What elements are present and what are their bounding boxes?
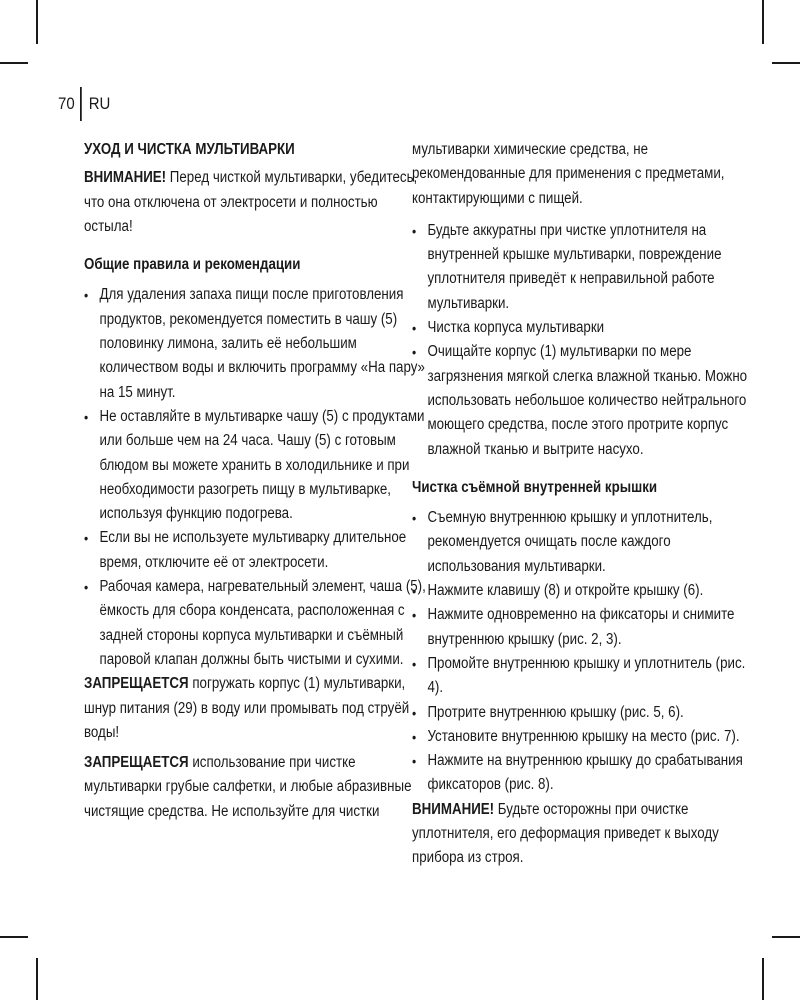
page-header bbox=[58, 86, 110, 122]
warning-text: Перед чисткой мультиварки, убедитесь, что она отключена от электросети и полностью остыла! bbox=[84, 169, 418, 235]
language-code: RU bbox=[88, 94, 111, 113]
continuation-paragraph: мультиварки химические средства, не рекомендованные для применения с предметами, контактирующими с пищей. bbox=[412, 141, 725, 207]
forbid-lead: ЗАПРЕЩАЕТСЯ bbox=[84, 675, 189, 693]
list-item: • Съемную внутреннюю крышку и уплотнитель, рекомендуется очищать после каждого использования мультиварки. bbox=[412, 506, 757, 579]
list-item: • Протрите внутреннюю крышку (рис. 5, 6). bbox=[412, 701, 757, 725]
warning-paragraph bbox=[84, 166, 429, 239]
list-item: • Очищайте корпус (1) мультиварки по мере загрязнения мягкой слегка влажной тканью. Можно использовать небольшое количество нейтрального моющего средства, после этого протрите корпус влажной тканью и вытрите насухо. bbox=[412, 340, 757, 461]
section-title: УХОД И ЧИСТКА МУЛЬТИВАРКИ bbox=[84, 141, 295, 158]
forbid-paragraph-2 bbox=[84, 751, 429, 824]
crop-mark-bottom-left-vertical bbox=[36, 958, 38, 1000]
page-number: 70 bbox=[58, 94, 75, 113]
list-item: • Рабочая камера, нагревательный элемент, чаша (5), ёмкость для сбора конденсата, расположенная с задней стороны корпуса мультиварки и съёмный паровой клапан должны быть чистыми и сухими. bbox=[84, 575, 429, 672]
crop-mark-top-right-vertical bbox=[762, 0, 764, 44]
left-column bbox=[84, 138, 429, 830]
list-item: • Для удаления запаха пищи после приготовления продуктов, рекомендуется поместить в чашу (5) половинку лимона, залить её небольшим количеством воды и включить программу «На пару» на 15 минут. bbox=[84, 283, 429, 404]
warning-lead: ВНИМАНИЕ! bbox=[84, 169, 167, 187]
forbid-text: погружать корпус (1) мультиварки, шнур питания (29) в воду или промывать под струёй воды! bbox=[84, 675, 410, 741]
crop-mark-bottom-right-vertical bbox=[762, 958, 764, 1000]
right-column bbox=[412, 138, 757, 877]
crop-mark-top-left-horizontal bbox=[0, 62, 28, 64]
crop-mark-top-right-horizontal bbox=[772, 62, 800, 64]
list-item: • Нажмите клавишу (8) и откройте крышку (6). bbox=[412, 579, 757, 603]
crop-mark-top-left-vertical bbox=[36, 0, 38, 44]
warning-paragraph-right bbox=[412, 798, 757, 871]
header-divider bbox=[80, 87, 82, 121]
crop-mark-bottom-right-horizontal bbox=[772, 936, 800, 938]
care-list bbox=[412, 219, 757, 462]
crop-mark-bottom-left-horizontal bbox=[0, 936, 28, 938]
list-item: • Чистка корпуса мультиварки bbox=[412, 316, 757, 340]
inner-lid-steps bbox=[412, 506, 757, 798]
list-item: • Нажмите на внутреннюю крышку до срабатывания фиксаторов (рис. 8). bbox=[412, 749, 757, 798]
forbid-lead: ЗАПРЕЩАЕТСЯ bbox=[84, 754, 189, 772]
list-item: • Не оставляйте в мультиварке чашу (5) с продуктами или больше чем на 24 часа. Чашу (5) с готовым блюдом вы можете хранить в холодильнике и при необходимости разогреть пищу в мультиварке, используя функцию подогрева. bbox=[84, 405, 429, 526]
list-item: • Промойте внутреннюю крышку и уплотнитель (рис. 4). bbox=[412, 652, 757, 701]
warning-lead: ВНИМАНИЕ! bbox=[412, 800, 495, 818]
list-item: • Нажмите одновременно на фиксаторы и снимите внутреннюю крышку (рис. 2, 3). bbox=[412, 603, 757, 652]
list-item: • Установите внутреннюю крышку на место (рис. 7). bbox=[412, 725, 757, 749]
forbid-paragraph-1 bbox=[84, 672, 429, 745]
general-rules-list bbox=[84, 283, 429, 672]
list-item: • Будьте аккуратны при чистке уплотнителя на внутренней крышке мультиварки, повреждение уплотнителя приведёт к неправильной работе мультиварки. bbox=[412, 219, 757, 316]
list-item: • Если вы не используете мультиварку длительное время, отключите её от электросети. bbox=[84, 526, 429, 575]
warning-text: Будьте осторожны при очистке уплотнителя, его деформация приведет к выходу прибора из строя. bbox=[412, 800, 719, 867]
subheading-general-rules: Общие правила и рекомендации bbox=[84, 256, 301, 274]
forbid-text: использование при чистке мультиварки грубые салфетки, и любые абразивные чистящие средства. Не используйте для чистки bbox=[84, 754, 412, 820]
subheading-inner-lid: Чистка съёмной внутренней крышки bbox=[412, 478, 658, 496]
